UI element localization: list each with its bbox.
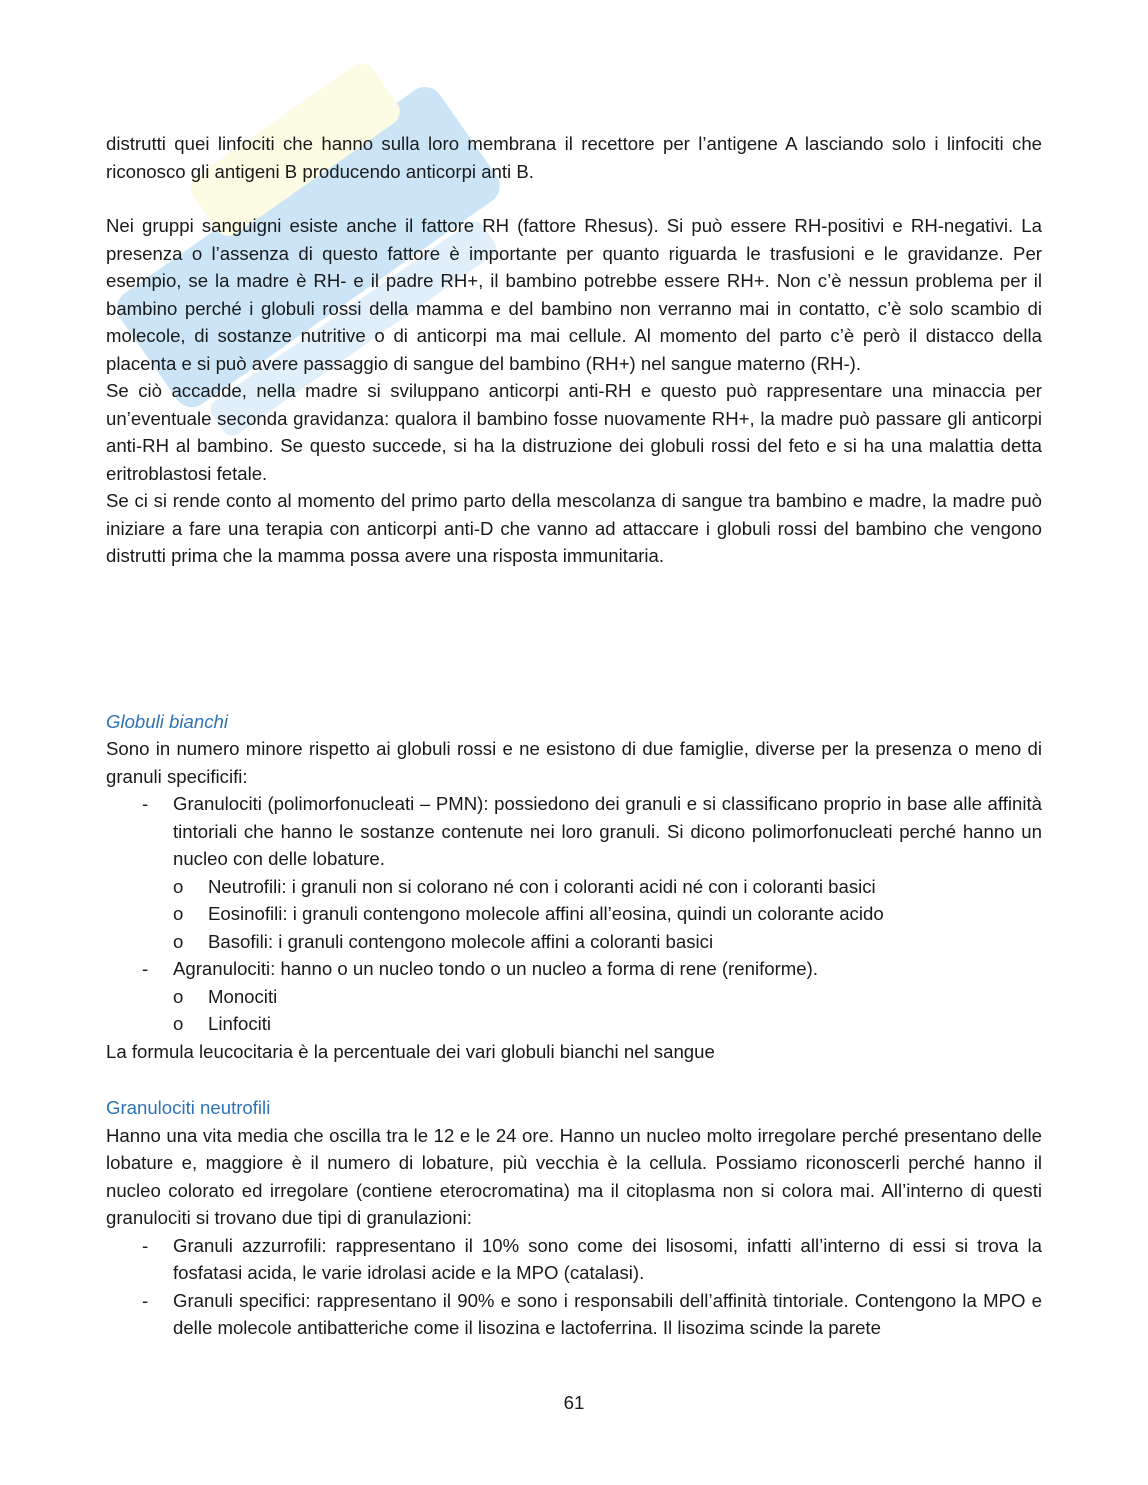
sublist-item-linfociti: [173, 1010, 1042, 1038]
agranulociti-sublist: [173, 983, 1042, 1038]
sublist-item-text: Linfociti: [208, 1013, 272, 1034]
list-item-granuli-specifici: [106, 1287, 1042, 1342]
list-item-granuli-azzurrofili: [106, 1232, 1042, 1287]
sublist-item-basofili: [173, 928, 1042, 956]
circle-bullet: o: [173, 903, 184, 924]
circle-bullet: o: [173, 930, 184, 952]
dash-bullet: -: [142, 793, 149, 814]
list-item-text: Granuli azzurrofili: rappresentano il 10% sono come dei lisosomi, infatti all’interno di essi si trova la fosfatasi acida, le varie idrolasi acide e la MPO (catalasi).: [173, 1234, 1042, 1283]
dash-bullet: -: [142, 1234, 149, 1256]
document-body: [106, 130, 1042, 1342]
sublist-item-neutrofili: [173, 873, 1042, 901]
sublist-item-text: Eosinofili: i granuli contengono molecole affini all’eosina, quindi un colorante acido: [208, 903, 884, 924]
heading-globuli-bianchi: Globuli bianchi: [106, 710, 228, 732]
granulazioni-list: [106, 1232, 1042, 1342]
list-item-granulociti: [106, 790, 1042, 955]
sublist-item-text: Monociti: [208, 985, 278, 1007]
sublist-item-text: Basofili: i granuli contengono molecole affini a coloranti basici: [208, 930, 714, 952]
circle-bullet: o: [173, 875, 184, 897]
paragraph-anticorpi-anti-rh: Se ciò accadde, nella madre si sviluppano anticorpi anti-RH e questo può rappresentare una minaccia per un’eventuale seconda gravidanza: qualora il bambino fosse nuovamente RH+, la madre può passare gli anticorpi anti-RH al bambino. Se questo succede, si ha la distruzione dei globuli rossi del feto e si ha una malattia detta eritroblastosi fetale.: [106, 380, 1042, 484]
paragraph-fattore-rh: Nei gruppi sanguigni esiste anche il fattore RH (fattore Rhesus). Si può essere RH-positivi e RH-negativi. La presenza o l’assenza di questo fattore è importante per quanto riguarda le trasfusioni e le gravidanze. Per esempio, se la madre è RH- e il padre RH+, il bambino potrebbe essere RH+. Non c’è nessun problema per il bambino perché i globuli rossi della mamma e del bambino non verranno mai in contatto, c’è solo scambio di molecole, di sostanze nutritive o di anticorpi ma mai cellule. Al momento del parto c’è però il distacco della placenta e si può avere passaggio di sangue del bambino (RH+) nel sangue materno (RH-).: [106, 215, 1042, 374]
paragraph-terapia-anti-d: Se ci si rende conto al momento del primo parto della mescolanza di sangue tra bambino e madre, la madre può iniziare a fare una terapia con anticorpi anti-D che vanno ad attaccare i globuli rossi del bambino che vengono distrutti prima che la mamma possa avere una risposta immunitaria.: [106, 490, 1042, 566]
dash-bullet: -: [142, 1289, 149, 1311]
circle-bullet: o: [173, 1013, 184, 1034]
granulociti-sublist: [173, 873, 1042, 956]
paragraph-formula-leucocitaria: La formula leucocitaria è la percentuale dei vari globuli bianchi nel sangue: [106, 1040, 715, 1062]
paragraph-neutrofili-intro: Hanno una vita media che oscilla tra le 12 e le 24 ore. Hanno un nucleo molto irregolare perché presentano delle lobature e, maggiore è il numero di lobature, più vecchia è la cellula. Possiamo riconoscerli perché hanno il nucleo colorato ed irregolare (contiene eterocromatina) ma il citoplasma non si colora mai. All’interno di questi granulociti si trovano due tipi di granulazioni:: [106, 1124, 1042, 1228]
list-item-text: Granuli specifici: rappresentano il 90% e sono i responsabili dell’affinità tintoriale. Contengono la MPO e delle molecole antibatteriche come il lisozina e lactoferrina. Il lisozima scinde la parete: [173, 1289, 1042, 1338]
list-item-text: Granulociti (polimorfonucleati – PMN): possiedono dei granuli e si classificano proprio in base alle affinità tintoriali che hanno le sostanze contenute nei loro granuli. Si dicono polimorfonucleati perché hanno un nucleo con delle lobature.: [173, 793, 1042, 869]
paragraph-globuli-intro: Sono in numero minore rispetto ai globuli rossi e ne esistono di due famiglie, diverse per la presenza o meno di granuli specificifi:: [106, 738, 1042, 787]
sublist-item-eosinofili: [173, 900, 1042, 928]
sublist-item-monociti: [173, 983, 1042, 1011]
sublist-item-text: Neutrofili: i granuli non si colorano né con i coloranti acidi né con i coloranti basici: [208, 875, 876, 897]
dash-bullet: -: [142, 958, 149, 979]
leukocyte-list: [106, 790, 1042, 1038]
page-number: 61: [563, 1392, 585, 1413]
paragraph-linfociti: distrutti quei linfociti che hanno sulla loro membrana il recettore per l’antigene A lasciando solo i linfociti che riconosco gli antigeni B producendo anticorpi anti B.: [106, 133, 1042, 182]
list-item-text: Agranulociti: hanno o un nucleo tondo o un nucleo a forma di rene (reniforme).: [173, 958, 818, 979]
heading-granulociti-neutrofili: Granulociti neutrofili: [106, 1097, 271, 1118]
circle-bullet: o: [173, 985, 184, 1007]
list-item-agranulociti: [106, 955, 1042, 1038]
